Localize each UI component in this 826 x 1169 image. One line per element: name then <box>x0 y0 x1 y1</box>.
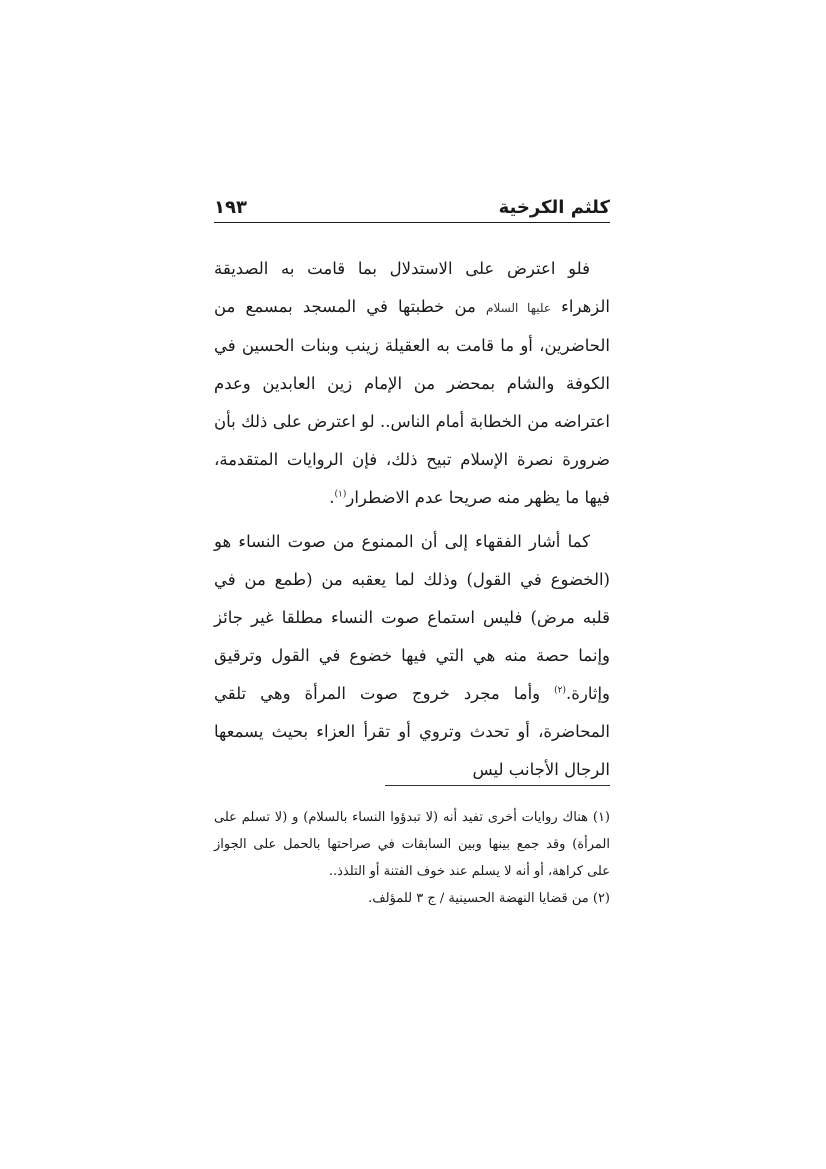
paragraph-2-text-b: وأما مجرد خروج صوت المرأة وهي تلقي المحاضرة، أو تحدث وتروي أو تقرأ العزاء بحيث يسمعها الرجال الأجانب ليس <box>214 684 610 779</box>
footnote-rule <box>385 785 610 786</box>
footnote-2: (٢) من قضايا النهضة الحسينية / ج ٣ للمؤلف. <box>368 891 610 906</box>
page-header <box>214 188 610 220</box>
body-text <box>214 250 610 789</box>
header-rule <box>214 222 610 223</box>
paragraph-1-end: . <box>329 488 335 507</box>
paragraph-2-text-a: كما أشار الفقهاء إلى أن الممنوع من صوت النساء هو (الخضوع في القول) وذلك لما يعقبه من (طمع من في قلبه مرض) فليس استماع صوت النساء مطلقا غير جائز وإنما حصة منه هي التي فيها خضوع في القول وترقيق وإثارة. <box>214 532 610 703</box>
honorific-glyph: عليها السلام <box>486 301 551 315</box>
book-title: كلثم الكرخية <box>498 197 610 218</box>
paragraph-1-text-b: من خطبتها في المسجد بمسمع من الحاضرين، أو ما قامت به العقيلة زينب وبنات الحسين في الكوفة والشام بمحضر من الإمام زين العابدين وعدم اعتراضه من الخطابة أمام الناس.. لو اعترض على ذلك بأن ضرورة نصرة الإسلام تبيح ذلك، فإن الروايات المتقدمة، فيها ما يظهر منه صريحا عدم الاضطرار <box>214 297 610 507</box>
paragraph-2 <box>214 523 610 789</box>
footnotes <box>214 804 610 912</box>
page-number: ١٩٣ <box>214 197 247 218</box>
paragraph-1 <box>214 250 610 517</box>
footnote-ref-1[interactable]: (١) <box>334 489 347 500</box>
footnote-ref-2[interactable]: (٢) <box>554 685 566 696</box>
footnote-1: (١) هناك روايات أخرى تفيد أنه (لا تبدؤوا النساء بالسلام) و (لا تسلم على المرأة) وقد جمع بينها وبين السابقات في صراحتها بالحمل على الجواز على كراهة، أو أنه لا يسلم عند خوف الفتنة أو التلذذ.. <box>214 810 610 879</box>
paragraph-1-text-a: فلو اعترض على الاستدلال بما قامت به الصديقة الزهراء <box>214 259 610 316</box>
